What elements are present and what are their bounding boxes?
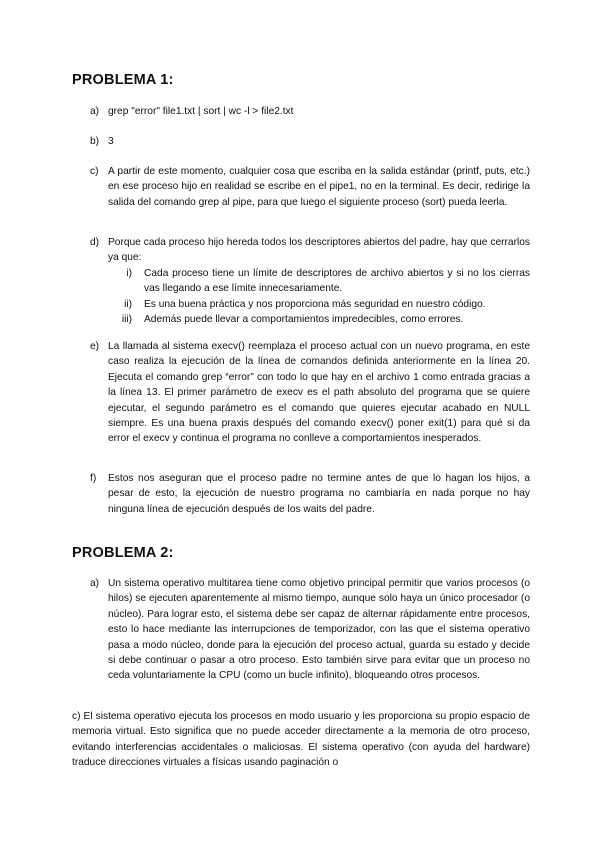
item-marker: d) — [90, 237, 100, 248]
problema-2-heading: PROBLEMA 2: — [72, 545, 174, 561]
problema-1-item-c — [90, 164, 530, 210]
sub-item-text: Además puede llevar a comportamientos impredecibles, como errores. — [144, 314, 464, 326]
problema-1-item-d — [90, 235, 530, 327]
item-text: A partir de este momento, cualquier cosa que escriba en la salida estándar (printf, puts, etc.) en ese proceso hijo en realidad se escribe en el pipe1, no en la terminal. Es decir, redirige la salida del comando grep al pipe, para que luego el siguiente proceso (sort) pueda leerla. — [108, 166, 530, 208]
item-text: La llamada al sistema execv() reemplaza el proceso actual con un nuevo programa, en este caso realiza la ejecución de la línea de comandos definida anteriormente en la línea 20. Ejecuta el comando grep “error” con todo lo que hay en el archivo 1 como entrada gracias a la línea 13. El primer parámetro de execv es el path absoluto del programa que se quiere ejecutar, el segundo parámetro es el comando que quieres ejecutar acabado en NULL siempre. Es una buena praxis después del comando execv() poner exit(1) para qué si da error el execv y continua el programa no conlleve a comportamientos inesperados. — [108, 341, 530, 445]
item-marker: c) — [90, 166, 99, 177]
sub-item-ii — [124, 297, 530, 312]
sub-item-text: Es una buena práctica y nos proporciona más seguridad en nuestro código. — [144, 298, 486, 310]
item-marker: b) — [90, 136, 100, 147]
problema-2-paragraph-c: c) El sistema operativo ejecuta los procesos en modo usuario y les proporciona su propio espacio de memoria virtual. Esto significa que no puede acceder directamente a la memoria de otro proceso, evitando interferencias accidentales o maliciosas. El sistema operativo (con ayuda del hardware) traduce direcciones virtuales a físicas usando paginación o — [72, 711, 530, 769]
problema-1-item-b — [90, 134, 530, 149]
sub-item-marker: ii) — [124, 298, 132, 310]
sub-item-text: Cada proceso tiene un límite de descriptores de archivo abiertos y si no los cierras vas llegando a ese límite innecesariamente. — [144, 267, 530, 295]
item-marker: e) — [90, 341, 100, 352]
problema-1-item-e — [90, 339, 530, 447]
item-text: Un sistema operativo multitarea tiene como objetivo principal permitir que varios procesos (o hilos) se ejecuten aparentemente al mismo tiempo, aunque solo haya un único procesador (o núcleo). Para lograr esto, el sistema debe ser capaz de alternar rápidamente entre procesos, esto lo hace mediante las interrupciones de temporizador, con las que el sistema operativo pasa a modo núcleo, donde para la ejecución del proceso actual, guarda su estado y decide si debe continuar o pasar a otro proceso. Esto también sirve para evitar que un proceso no ceda voluntariamente la CPU (como un bucle infinito), bloqueando otros procesos. — [108, 578, 530, 682]
item-text: grep "error" file1.txt | sort | wc -l > file2.txt — [108, 106, 294, 117]
problema-1-heading: PROBLEMA 1: — [72, 72, 174, 88]
problema-1-item-f — [90, 471, 530, 517]
sub-item-marker: iii) — [121, 314, 132, 326]
problema-2-item-a — [90, 576, 530, 684]
sub-item-iii — [121, 312, 530, 327]
sub-item-marker: i) — [126, 267, 132, 279]
item-marker: a) — [90, 578, 100, 589]
sub-item-i — [126, 266, 530, 297]
item-marker: a) — [90, 106, 100, 117]
item-marker: f) — [90, 473, 97, 484]
item-text: Estos nos aseguran que el proceso padre no termine antes de que lo hagan los hijos, a pesar de esto, la ejecución de nuestro programa no cambiaría en nada porque no hay ninguna línea de ejecución después de los waits del padre. — [108, 473, 530, 515]
item-text: Porque cada proceso hijo hereda todos los descriptores abiertos del padre, hay que cerrarlos ya que: — [108, 237, 530, 264]
item-text: 3 — [108, 136, 114, 147]
problema-1-item-a — [90, 104, 530, 119]
